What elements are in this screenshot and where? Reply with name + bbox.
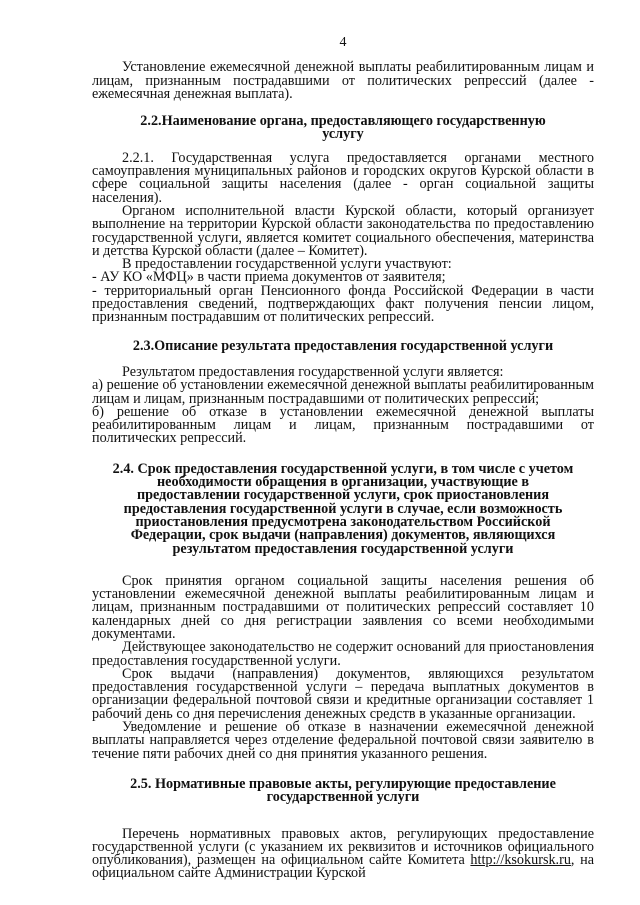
section-2-5-text: Перечень нормативных правовых актов, регулирующих предоставление государственной услуги (с указанием их реквизитов и источников официального опубликования), размещен на официальном сайте Комитета xyxy=(92,825,594,869)
section-2-4-heading: 2.4. Срок предоставления государственной услуги, в том числе с учетом необходимости обращения в организации, участвующие в предоставлении государственной услуги, срок приостановления предоставления государственной услуги в случае, если возможность приостановления предусмотрена законодательством Российской Федерации, срок выдачи (направления) документов, являющихся результатом предоставления государственной услуги xyxy=(112,460,574,557)
section-2-5-heading: 2.5. Нормативные правовые акты, регулирующие предоставление государственной услуги xyxy=(130,775,556,806)
section-2-2-paragraph: Органом исполнительной власти Курской области, который организует выполнение на территории Курской области законодательства по предоставлению государственной услуги, является комитет социального обеспечения, материнства и детства Курской области (далее – Комитет). xyxy=(92,202,594,259)
section-2-2-list-item: - территориальный орган Пенсионного фонда Российской Федерации в части предоставления сведений, подтверждающих факт получения пенсии лицом, признанным пострадавшим от политических репрессий. xyxy=(92,282,594,326)
section-2-5-paragraph xyxy=(92,825,594,882)
section-2-2-heading: 2.2.Наименование органа, предоставляющего государственную услугу xyxy=(140,113,546,143)
section-2-4-paragraph: Срок выдачи (направления) документов, являющихся результатом предоставления государственной услуги – передача выплатных документов в организации федеральной почтовой связи и кредитные организации составляет 1 рабочий день со дня перечисления денежных средств в указанные организации. xyxy=(92,665,594,722)
section-2-2-list-item: - АУ КО «МФЦ» в части приема документов от заявителя; xyxy=(92,269,446,286)
page-number: 4 xyxy=(339,35,347,50)
section-2-4-paragraph: Уведомление и решение об отказе в назначении ежемесячной денежной выплаты направляется через отделение федеральной почтовой связи заявителю в течение пяти рабочих дней со дня принятия указанного решения. xyxy=(92,719,594,762)
committee-website-link[interactable]: http://ksokursk.ru xyxy=(470,852,571,869)
section-2-3-list-item: б) решение об отказе в установлении ежемесячной денежной выплаты реабилитированным лицам и лицам, признанным пострадавшими от политических репрессий. xyxy=(92,403,594,447)
section-2-5-text-continued: , на официальном сайте Администрации Курской xyxy=(92,852,594,882)
section-2-3-paragraph: Результатом предоставления государственной услуги является: xyxy=(122,363,504,380)
intro-paragraph: Установление ежемесячной денежной выплаты реабилитированным лицам и лицам, признанным пострадавшими от политических репрессий (далее - ежемесячная денежная выплата). xyxy=(92,59,594,102)
section-2-3-list-item: а) решение об установлении ежемесячной денежной выплаты реабилитированным лицам и лицам, признанным пострадавшими от политических репрессий; xyxy=(92,377,594,407)
section-2-3-heading: 2.3.Описание результата предоставления государственной услуги xyxy=(132,337,554,354)
section-2-4-paragraph: Действующее законодательство не содержит оснований для приостановления предоставления государственной услуги. xyxy=(92,639,594,669)
section-2-2-paragraph: В предоставлении государственной услуги участвуют: xyxy=(122,256,452,273)
section-2-2-paragraph: 2.2.1. Государственная услуга предоставляется органами местного самоуправления муниципальных районов и городских округов Курской области в сфере социальной защиты населения (далее - орган социальной защиты населения). xyxy=(92,149,594,206)
section-2-4-paragraph: Срок принятия органом социальной защиты населения решения об установлении ежемесячной денежной выплаты реабилитированным лицам и лицам, признанным пострадавшими от политических репрессий составляет 10 календарных дней со дня регистрации заявления со всеми необходимыми документами. xyxy=(92,572,594,642)
document-page xyxy=(92,36,594,881)
